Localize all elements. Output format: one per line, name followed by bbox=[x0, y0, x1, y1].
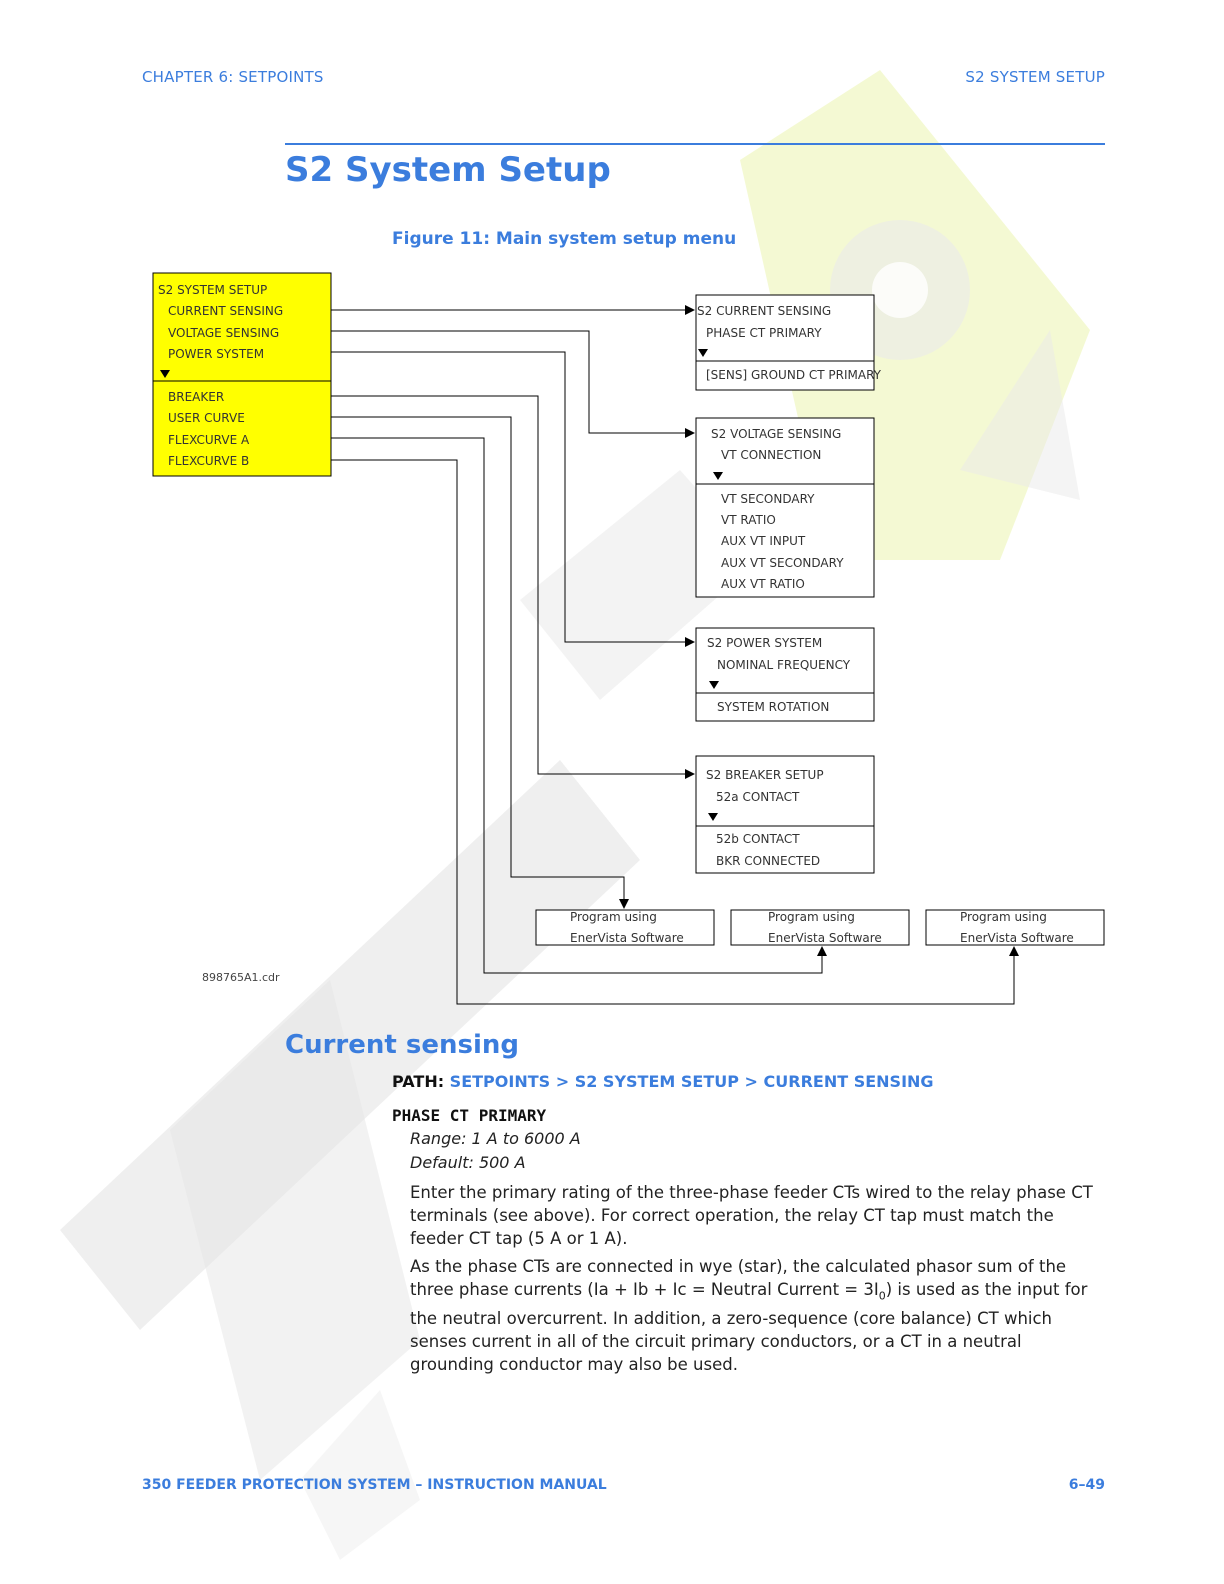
menu-item-power: POWER SYSTEM bbox=[168, 347, 265, 361]
breaker-box-line1: 52a CONTACT bbox=[716, 790, 800, 804]
paragraph-2: As the phase CTs are connected in wye (star), the calculated phasor sum of the three phase currents (Ia + Ib + Ic = Neutral Current = $3I_0$) is used as the input for the neutral overcurrent. In addition, a zero-sequence (core balance) CT which senses current in all of the circuit primary conductors, or a CT in a neutral grounding conductor may also be used. bbox=[410, 1257, 1088, 1375]
voltage-box-item: AUX VT RATIO bbox=[721, 577, 805, 591]
current-sensing-box bbox=[696, 295, 882, 390]
page-title: S2 System Setup bbox=[285, 150, 611, 190]
voltage-box-item: VT SECONDARY bbox=[721, 492, 815, 506]
svg-text:EnerVista Software: EnerVista Software bbox=[960, 931, 1074, 945]
voltage-box-item: AUX VT INPUT bbox=[721, 534, 806, 548]
power-box-lower: SYSTEM ROTATION bbox=[717, 700, 830, 714]
menu-item-voltage: VOLTAGE SENSING bbox=[168, 326, 280, 340]
footer-page-number: 6–49 bbox=[1068, 1477, 1105, 1493]
breaker-box-item: 52b CONTACT bbox=[716, 832, 800, 846]
svg-text:Program using: Program using bbox=[768, 910, 855, 924]
voltage-box-head: S2 VOLTAGE SENSING bbox=[711, 427, 842, 441]
menu-item-current: CURRENT SENSING bbox=[168, 304, 284, 318]
svg-text:Program using: Program using bbox=[570, 910, 657, 924]
main-menu-box bbox=[153, 273, 331, 476]
footer-manual-title: 350 FEEDER PROTECTION SYSTEM – INSTRUCTION MANUAL bbox=[142, 1477, 607, 1493]
setting-name: PHASE CT PRIMARY bbox=[392, 1106, 547, 1125]
svg-text:EnerVista Software: EnerVista Software bbox=[768, 931, 882, 945]
menu-head: S2 SYSTEM SETUP bbox=[158, 283, 268, 297]
program-box-user-curve bbox=[536, 910, 714, 945]
voltage-box-item: VT RATIO bbox=[721, 513, 776, 527]
menu-item-flexcurve-b: FLEXCURVE B bbox=[168, 454, 250, 468]
svg-text:EnerVista Software: EnerVista Software bbox=[570, 931, 684, 945]
current-box-line1: PHASE CT PRIMARY bbox=[706, 326, 822, 340]
paragraph-1: Enter the primary rating of the three-phase feeder CTs wired to the relay phase CT terminals (see above). For correct operation, the relay CT tap must match the feeder CT tap (5 A or 1 A). bbox=[410, 1183, 1093, 1248]
power-box-head: S2 POWER SYSTEM bbox=[707, 636, 823, 650]
path-label: PATH bbox=[392, 1072, 438, 1091]
voltage-box-line1: VT CONNECTION bbox=[721, 448, 822, 462]
figure-caption: Figure 11: Main system setup menu bbox=[392, 229, 737, 249]
power-system-box bbox=[696, 628, 874, 721]
breaker-box-head: S2 BREAKER SETUP bbox=[706, 768, 824, 782]
figure-file-id: 898765A1.cdr bbox=[202, 971, 280, 984]
section-header: S2 SYSTEM SETUP bbox=[965, 68, 1105, 86]
program-box-flexcurve-b bbox=[926, 910, 1104, 945]
voltage-sensing-box bbox=[696, 418, 874, 597]
breaker-box-item: BKR CONNECTED bbox=[716, 854, 821, 868]
current-box-head: S2 CURRENT SENSING bbox=[697, 304, 832, 318]
menu-item-flexcurve-a: FLEXCURVE A bbox=[168, 433, 250, 447]
chapter-header: CHAPTER 6: SETPOINTS bbox=[142, 68, 324, 86]
svg-text:Program using: Program using bbox=[960, 910, 1047, 924]
program-box-flexcurve-a bbox=[731, 910, 909, 945]
setting-range: Range: 1 A to 6000 A bbox=[410, 1129, 581, 1148]
setpoint-path: PATH: SETPOINTS > S2 SYSTEM SETUP > CURRENT SENSING bbox=[392, 1072, 934, 1091]
path-value: SETPOINTS > S2 SYSTEM SETUP > CURRENT SENSING bbox=[449, 1072, 934, 1091]
voltage-box-item: AUX VT SECONDARY bbox=[721, 556, 844, 570]
breaker-setup-box bbox=[696, 756, 874, 873]
power-box-line1: NOMINAL FREQUENCY bbox=[717, 658, 851, 672]
menu-item-breaker: BREAKER bbox=[168, 390, 225, 404]
setting-default: Default: 500 A bbox=[410, 1153, 526, 1172]
connector-lines bbox=[331, 310, 1014, 1004]
section-title: Current sensing bbox=[285, 1030, 519, 1060]
current-box-lower: [SENS] GROUND CT PRIMARY bbox=[706, 368, 881, 382]
menu-item-user-curve: USER CURVE bbox=[168, 411, 245, 425]
